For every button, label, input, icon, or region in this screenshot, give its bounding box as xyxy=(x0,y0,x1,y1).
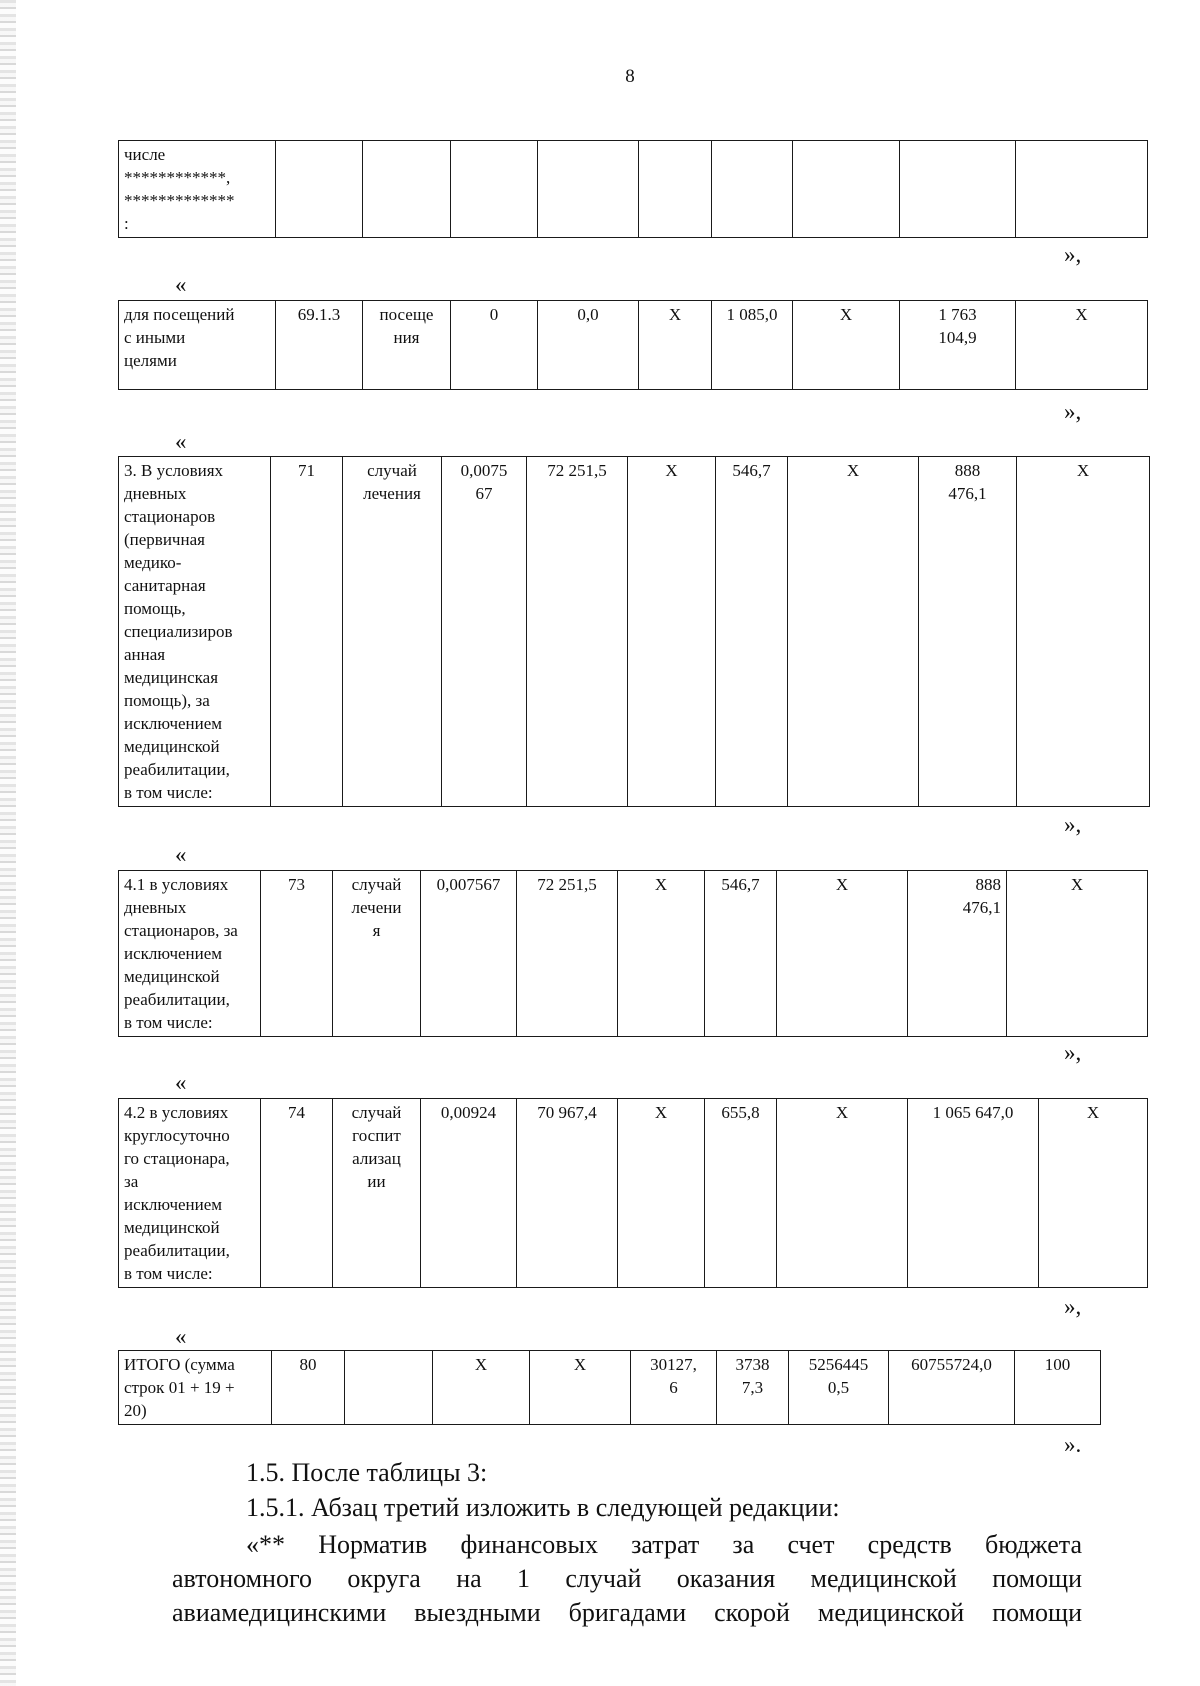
row-unit: случай лечения xyxy=(343,457,442,807)
quote-close: », xyxy=(1064,242,1082,267)
row-code xyxy=(276,141,363,238)
row-unit: посеще ния xyxy=(363,301,451,390)
cell-c5 xyxy=(639,141,712,238)
quote-open: « xyxy=(175,1070,187,1095)
row-code: 80 xyxy=(272,1351,345,1425)
table-row xyxy=(119,457,1150,807)
cell-c3: 0,00924 xyxy=(421,1099,517,1288)
cell-c6 xyxy=(712,141,793,238)
cell-c4: Х xyxy=(530,1351,631,1425)
table-segment-3 xyxy=(118,870,1148,1037)
cell-c8: 888 476,1 xyxy=(908,871,1007,1037)
row-label: ИТОГО (сумма строк 01 + 19 + 20) xyxy=(119,1351,272,1425)
quote-open: « xyxy=(175,842,187,867)
table-segment-5 xyxy=(118,1350,1101,1425)
cell-c8 xyxy=(900,141,1016,238)
row-code: 71 xyxy=(271,457,343,807)
page-number: 8 xyxy=(625,66,635,87)
cell-c5: Х xyxy=(628,457,716,807)
cell-c3: 0,007567 xyxy=(421,871,517,1037)
cell-c8: 888 476,1 xyxy=(919,457,1017,807)
table-row xyxy=(119,1351,1101,1425)
cell-c6: 546,7 xyxy=(705,871,777,1037)
cell-c5: Х xyxy=(639,301,712,390)
cell-c9: Х xyxy=(1039,1099,1148,1288)
table-row xyxy=(119,1099,1148,1288)
cell-c8: 1 763 104,9 xyxy=(900,301,1016,390)
cell-c7: Х xyxy=(777,871,908,1037)
cell-c3 xyxy=(451,141,538,238)
cell-c4: 72 251,5 xyxy=(527,457,628,807)
paragraph-text-line-1: «** Норматив финансовых затрат за счет средств бюджета xyxy=(246,1530,1082,1559)
cell-c3: 0,0075 67 xyxy=(442,457,527,807)
cell-c9 xyxy=(1016,141,1148,238)
cell-c3: Х xyxy=(433,1351,530,1425)
quote-close: », xyxy=(1064,1294,1082,1319)
cell-c7: 5256445 0,5 xyxy=(789,1351,889,1425)
cell-c5: 30127, 6 xyxy=(631,1351,717,1425)
cell-c7: Х xyxy=(793,301,900,390)
cell-c9: Х xyxy=(1007,871,1148,1037)
cell-c5: Х xyxy=(618,1099,705,1288)
quote-close: », xyxy=(1064,812,1082,837)
quote-close-final: ». xyxy=(1064,1432,1082,1457)
table-segment-4 xyxy=(118,1098,1148,1288)
row-unit xyxy=(345,1351,433,1425)
cell-c4: 70 967,4 xyxy=(517,1099,618,1288)
cell-c4: 0,0 xyxy=(538,301,639,390)
paragraph-1-5: 1.5. После таблицы 3: xyxy=(246,1458,488,1487)
paragraph-text-line-3: авиамедицинскими выездными бригадами скорой медицинской помощи xyxy=(172,1598,1082,1627)
cell-c9: Х xyxy=(1017,457,1150,807)
cell-c4: 72 251,5 xyxy=(517,871,618,1037)
paragraph-1-5-1: 1.5.1. Абзац третий изложить в следующей редакции: xyxy=(246,1493,840,1522)
row-unit: случай лечени я xyxy=(333,871,421,1037)
row-unit: случай госпит ализац ии xyxy=(333,1099,421,1288)
cell-c8: 60755724,0 xyxy=(889,1351,1015,1425)
row-label: 4.2 в условиях круглосуточно го стационара, за исключением медицинской реабилитации, в том числе: xyxy=(119,1099,261,1288)
cell-c6: 3738 7,3 xyxy=(717,1351,789,1425)
quote-open: « xyxy=(175,1324,187,1349)
cell-c6: 546,7 xyxy=(716,457,788,807)
paragraph-text-line-2: автономного округа на 1 случай оказания медицинской помощи xyxy=(172,1564,1082,1593)
cell-c9: Х xyxy=(1016,301,1148,390)
cell-c8: 1 065 647,0 xyxy=(908,1099,1039,1288)
quote-close: », xyxy=(1064,399,1082,424)
cell-c3: 0 xyxy=(451,301,538,390)
cell-c5: Х xyxy=(618,871,705,1037)
cell-c9: 100 xyxy=(1015,1351,1101,1425)
quote-open: « xyxy=(175,429,187,454)
table-segment-0 xyxy=(118,140,1148,238)
cell-c7 xyxy=(793,141,900,238)
cell-c6: 1 085,0 xyxy=(712,301,793,390)
table-segment-1 xyxy=(118,300,1148,390)
table-row xyxy=(119,301,1148,390)
scan-edge xyxy=(0,0,16,1686)
row-label: 4.1 в условиях дневных стационаров, за исключением медицинской реабилитации, в том числе: xyxy=(119,871,261,1037)
row-label: 3. В условиях дневных стационаров (первичная медико- санитарная помощь, специализиров анная медицинская помощь), за исключением медицинской реабилитации, в том числе: xyxy=(119,457,271,807)
row-label: для посещений с иными целями xyxy=(119,301,276,390)
table-row xyxy=(119,871,1148,1037)
row-code: 73 xyxy=(261,871,333,1037)
row-code: 69.1.3 xyxy=(276,301,363,390)
cell-c7: Х xyxy=(777,1099,908,1288)
table-segment-2 xyxy=(118,456,1150,807)
cell-c6: 655,8 xyxy=(705,1099,777,1288)
row-code: 74 xyxy=(261,1099,333,1288)
table-row xyxy=(119,141,1148,238)
quote-open: « xyxy=(175,272,187,297)
cell-c4 xyxy=(538,141,639,238)
cell-c7: Х xyxy=(788,457,919,807)
row-label: числе ************, ************* : xyxy=(119,141,276,238)
row-unit xyxy=(363,141,451,238)
quote-close: », xyxy=(1064,1040,1082,1065)
